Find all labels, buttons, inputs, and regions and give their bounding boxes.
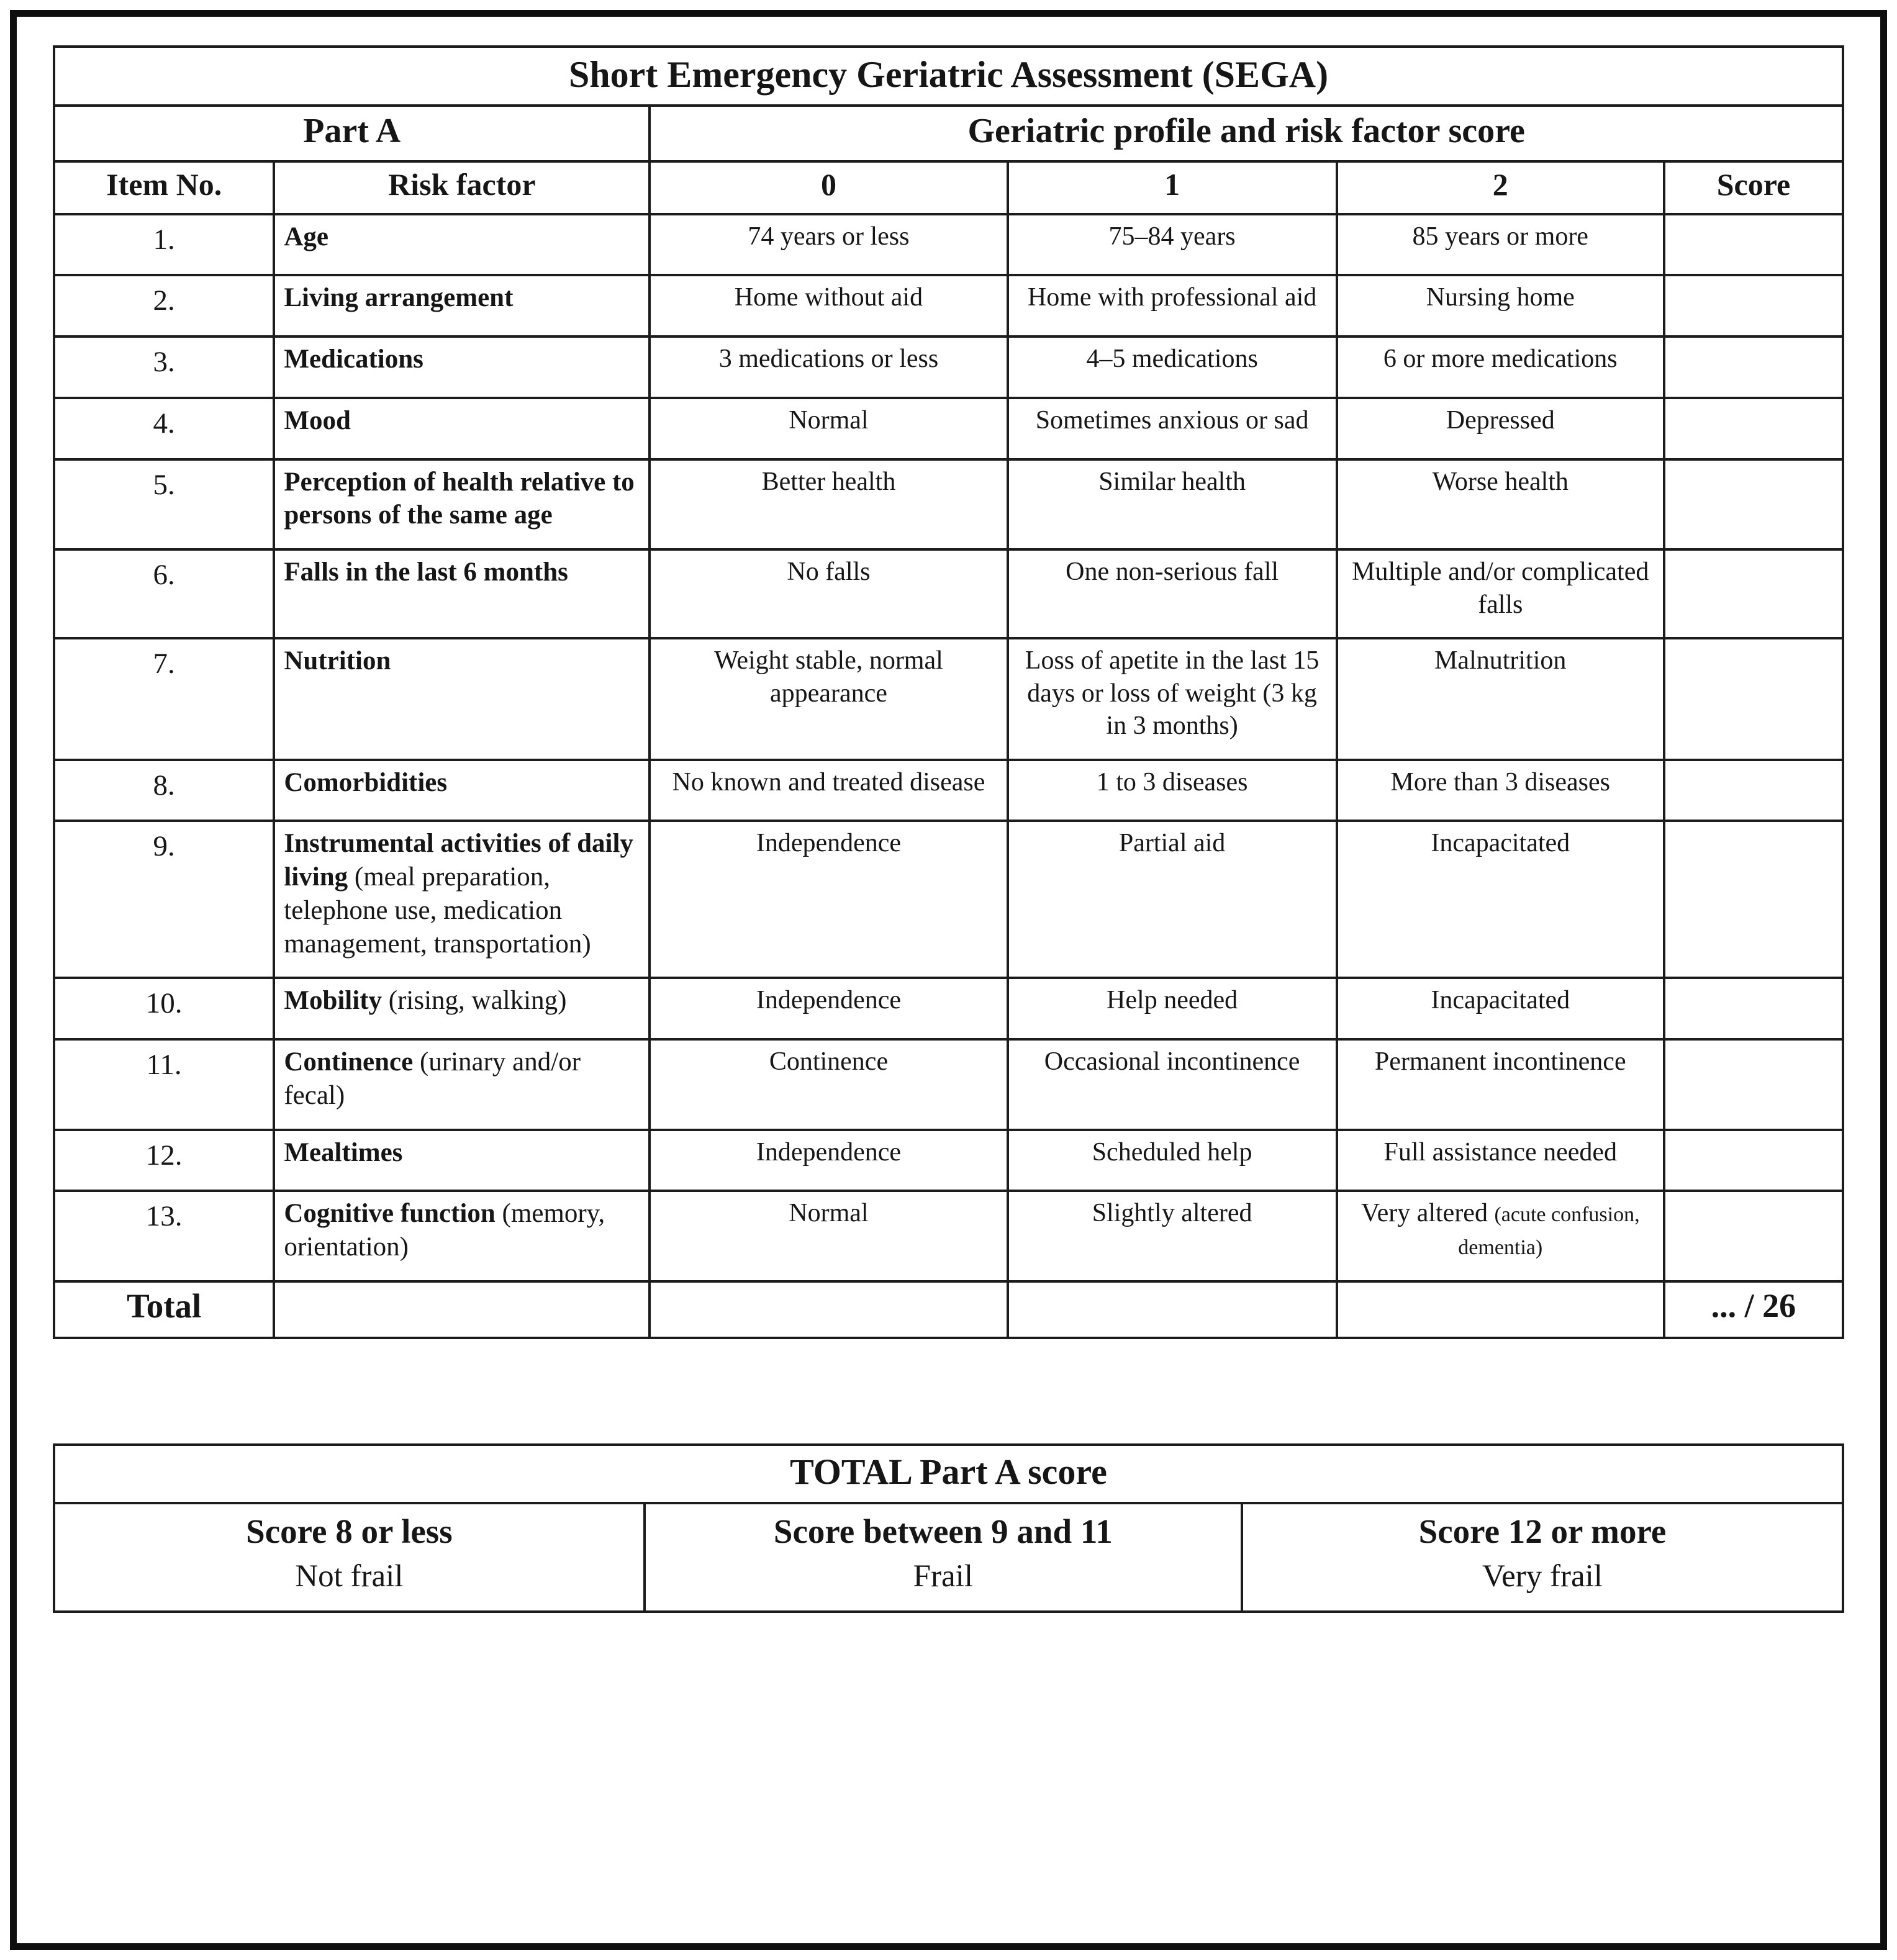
col-header-0: 0 bbox=[650, 161, 1007, 214]
col-header-2: 2 bbox=[1337, 161, 1664, 214]
option-1-cell: Help needed bbox=[1008, 978, 1337, 1039]
risk-factor-name: Mealtimes bbox=[284, 1137, 403, 1167]
option-2-text: Worse health bbox=[1432, 467, 1569, 496]
table-row bbox=[54, 1130, 1843, 1191]
risk-factor-cell bbox=[274, 1191, 650, 1281]
score-cell bbox=[1664, 638, 1843, 760]
risk-factor-name: Nutrition bbox=[284, 646, 391, 675]
score-cell bbox=[1664, 1039, 1843, 1130]
summary-cell-very-frail bbox=[1242, 1503, 1843, 1612]
page-frame bbox=[10, 10, 1887, 1950]
risk-factor-name: Mobility bbox=[284, 986, 383, 1016]
option-0-cell: Home without aid bbox=[650, 275, 1007, 336]
table-row bbox=[54, 214, 1843, 276]
option-1-cell: Slightly altered bbox=[1008, 1191, 1337, 1281]
col-header-1: 1 bbox=[1008, 161, 1337, 214]
score-cell bbox=[1664, 214, 1843, 276]
option-1-cell: Home with professional aid bbox=[1008, 275, 1337, 336]
item-number-cell: 2. bbox=[54, 275, 274, 336]
table-row bbox=[54, 638, 1843, 760]
risk-factor-cell bbox=[274, 398, 650, 459]
risk-factor-name: Medications bbox=[284, 345, 423, 374]
table-row bbox=[54, 398, 1843, 459]
col-header-risk-factor: Risk factor bbox=[274, 161, 650, 214]
summary-table bbox=[53, 1443, 1844, 1613]
option-2-text: Depressed bbox=[1446, 405, 1555, 435]
score-cell bbox=[1664, 275, 1843, 336]
title-row bbox=[54, 47, 1843, 106]
risk-factor-note: (meal preparation, telephone use, medication management, transportation) bbox=[284, 862, 591, 959]
risk-factor-name: Cognitive function bbox=[284, 1199, 496, 1229]
option-1-cell: Loss of apetite in the last 15 days or loss of weight (3 kg in 3 months) bbox=[1008, 638, 1337, 760]
item-number-cell: 6. bbox=[54, 549, 274, 638]
risk-factor-cell bbox=[274, 275, 650, 336]
option-0-cell: No falls bbox=[650, 549, 1007, 638]
risk-factor-cell bbox=[274, 1039, 650, 1130]
option-2-cell bbox=[1337, 398, 1664, 459]
risk-factor-name: Age bbox=[284, 222, 328, 251]
sega-table bbox=[53, 45, 1844, 1339]
option-1-cell: Similar health bbox=[1008, 459, 1337, 550]
option-2-cell bbox=[1337, 459, 1664, 550]
col-header-score: Score bbox=[1664, 161, 1843, 214]
option-0-cell: 3 medications or less bbox=[650, 336, 1007, 398]
table-row bbox=[54, 760, 1843, 821]
table-row bbox=[54, 1039, 1843, 1130]
option-2-cell bbox=[1337, 1130, 1664, 1191]
option-2-text: Incapacitated bbox=[1431, 986, 1570, 1015]
option-2-text: Malnutrition bbox=[1434, 646, 1567, 675]
score-cell bbox=[1664, 760, 1843, 821]
option-2-cell bbox=[1337, 275, 1664, 336]
score-cell bbox=[1664, 1191, 1843, 1281]
table-row bbox=[54, 275, 1843, 336]
score-cell bbox=[1664, 336, 1843, 398]
option-1-cell: Partial aid bbox=[1008, 821, 1337, 978]
option-0-cell: Weight stable, normal appearance bbox=[650, 638, 1007, 760]
risk-factor-cell bbox=[274, 336, 650, 398]
summary-title-row bbox=[54, 1445, 1843, 1504]
column-header-row bbox=[54, 161, 1843, 214]
risk-factor-cell bbox=[274, 821, 650, 978]
option-2-text: 85 years or more bbox=[1412, 222, 1588, 251]
section-header: Geriatric profile and risk factor score bbox=[650, 106, 1843, 161]
option-0-cell: Normal bbox=[650, 1191, 1007, 1281]
item-number-cell: 7. bbox=[54, 638, 274, 760]
table-body bbox=[54, 214, 1843, 1281]
option-0-cell: Independence bbox=[650, 821, 1007, 978]
item-number-cell: 11. bbox=[54, 1039, 274, 1130]
option-1-cell: 4–5 medications bbox=[1008, 336, 1337, 398]
risk-factor-cell bbox=[274, 549, 650, 638]
col-header-item-no: Item No. bbox=[54, 161, 274, 214]
score-range: Score 12 or more bbox=[1418, 1512, 1667, 1550]
summary-title: TOTAL Part A score bbox=[54, 1445, 1843, 1504]
item-number-cell: 12. bbox=[54, 1130, 274, 1191]
total-2-cell bbox=[1337, 1281, 1664, 1338]
risk-factor-note: (memory, orientation) bbox=[284, 1199, 605, 1262]
risk-factor-name: Comorbidities bbox=[284, 767, 448, 797]
option-2-cell bbox=[1337, 214, 1664, 276]
option-1-cell: Occasional incontinence bbox=[1008, 1039, 1337, 1130]
total-0-cell bbox=[650, 1281, 1007, 1338]
item-number-cell: 8. bbox=[54, 760, 274, 821]
item-number-cell: 9. bbox=[54, 821, 274, 978]
risk-factor-cell bbox=[274, 214, 650, 276]
risk-factor-name: Mood bbox=[284, 405, 351, 435]
option-0-cell: No known and treated disease bbox=[650, 760, 1007, 821]
item-number-cell: 13. bbox=[54, 1191, 274, 1281]
option-1-cell: Scheduled help bbox=[1008, 1130, 1337, 1191]
total-row bbox=[54, 1281, 1843, 1338]
option-2-text: Permanent incontinence bbox=[1374, 1047, 1626, 1076]
option-2-cell bbox=[1337, 336, 1664, 398]
option-0-cell: 74 years or less bbox=[650, 214, 1007, 276]
score-cell bbox=[1664, 549, 1843, 638]
table-row bbox=[54, 459, 1843, 550]
risk-factor-cell bbox=[274, 1130, 650, 1191]
option-2-text: Nursing home bbox=[1426, 283, 1575, 312]
option-1-cell: 75–84 years bbox=[1008, 214, 1337, 276]
frailty-label: Frail bbox=[913, 1558, 973, 1594]
option-2-text: More than 3 diseases bbox=[1390, 767, 1610, 797]
option-2-cell bbox=[1337, 821, 1664, 978]
option-2-text: Very altered bbox=[1360, 1199, 1488, 1228]
table-row bbox=[54, 336, 1843, 398]
total-score-cell: ... / 26 bbox=[1664, 1281, 1843, 1338]
risk-factor-note: (urinary and/or fecal) bbox=[284, 1047, 581, 1110]
summary-cell-frail bbox=[645, 1503, 1242, 1612]
part-a-header: Part A bbox=[54, 106, 650, 161]
option-2-cell bbox=[1337, 638, 1664, 760]
option-2-cell bbox=[1337, 978, 1664, 1039]
option-2-text: Incapacitated bbox=[1431, 829, 1570, 858]
option-2-text: Full assistance needed bbox=[1383, 1137, 1618, 1167]
item-number-cell: 10. bbox=[54, 978, 274, 1039]
option-0-cell: Continence bbox=[650, 1039, 1007, 1130]
risk-factor-name: Perception of health relative to persons of the same age bbox=[284, 467, 635, 530]
option-1-cell: One non-serious fall bbox=[1008, 549, 1337, 638]
option-0-cell: Independence bbox=[650, 1130, 1007, 1191]
option-0-cell: Better health bbox=[650, 459, 1007, 550]
option-2-cell bbox=[1337, 760, 1664, 821]
frailty-label: Not frail bbox=[295, 1558, 404, 1594]
table-row bbox=[54, 1191, 1843, 1281]
risk-factor-name: Instrumental activities of daily living bbox=[284, 829, 633, 892]
total-risk-cell bbox=[274, 1281, 650, 1338]
table-title: Short Emergency Geriatric Assessment (SEGA) bbox=[54, 47, 1843, 106]
frailty-label: Very frail bbox=[1482, 1558, 1603, 1594]
score-cell bbox=[1664, 978, 1843, 1039]
option-2-text: Multiple and/or complicated falls bbox=[1352, 558, 1649, 619]
option-1-cell: 1 to 3 diseases bbox=[1008, 760, 1337, 821]
option-0-cell: Independence bbox=[650, 978, 1007, 1039]
option-2-cell bbox=[1337, 1039, 1664, 1130]
risk-factor-cell bbox=[274, 459, 650, 550]
risk-factor-note: (rising, walking) bbox=[388, 986, 567, 1016]
option-2-cell bbox=[1337, 1191, 1664, 1281]
item-number-cell: 1. bbox=[54, 214, 274, 276]
score-cell bbox=[1664, 1130, 1843, 1191]
item-number-cell: 3. bbox=[54, 336, 274, 398]
score-cell bbox=[1664, 459, 1843, 550]
option-0-cell: Normal bbox=[650, 398, 1007, 459]
summary-cell-not-frail bbox=[54, 1503, 645, 1612]
table-row bbox=[54, 549, 1843, 638]
option-1-cell: Sometimes anxious or sad bbox=[1008, 398, 1337, 459]
item-number-cell: 5. bbox=[54, 459, 274, 550]
risk-factor-cell bbox=[274, 638, 650, 760]
score-cell bbox=[1664, 821, 1843, 978]
option-2-text: 6 or more medications bbox=[1383, 345, 1618, 373]
risk-factor-name: Falls in the last 6 months bbox=[284, 558, 568, 587]
risk-factor-cell bbox=[274, 760, 650, 821]
table-row bbox=[54, 978, 1843, 1039]
summary-content-row bbox=[54, 1503, 1843, 1612]
total-1-cell bbox=[1008, 1281, 1337, 1338]
option-2-cell bbox=[1337, 549, 1664, 638]
total-label: Total bbox=[54, 1281, 274, 1338]
risk-factor-name: Continence bbox=[284, 1047, 414, 1077]
score-cell bbox=[1664, 398, 1843, 459]
table-row bbox=[54, 821, 1843, 978]
risk-factor-cell bbox=[274, 978, 650, 1039]
item-number-cell: 4. bbox=[54, 398, 274, 459]
section-header-row bbox=[54, 106, 1843, 161]
risk-factor-name: Living arrangement bbox=[284, 283, 514, 313]
option-2-detail: (acute confusion, dementia) bbox=[1458, 1203, 1640, 1259]
score-range: Score 8 or less bbox=[246, 1512, 453, 1550]
score-range: Score between 9 and 11 bbox=[773, 1512, 1113, 1550]
